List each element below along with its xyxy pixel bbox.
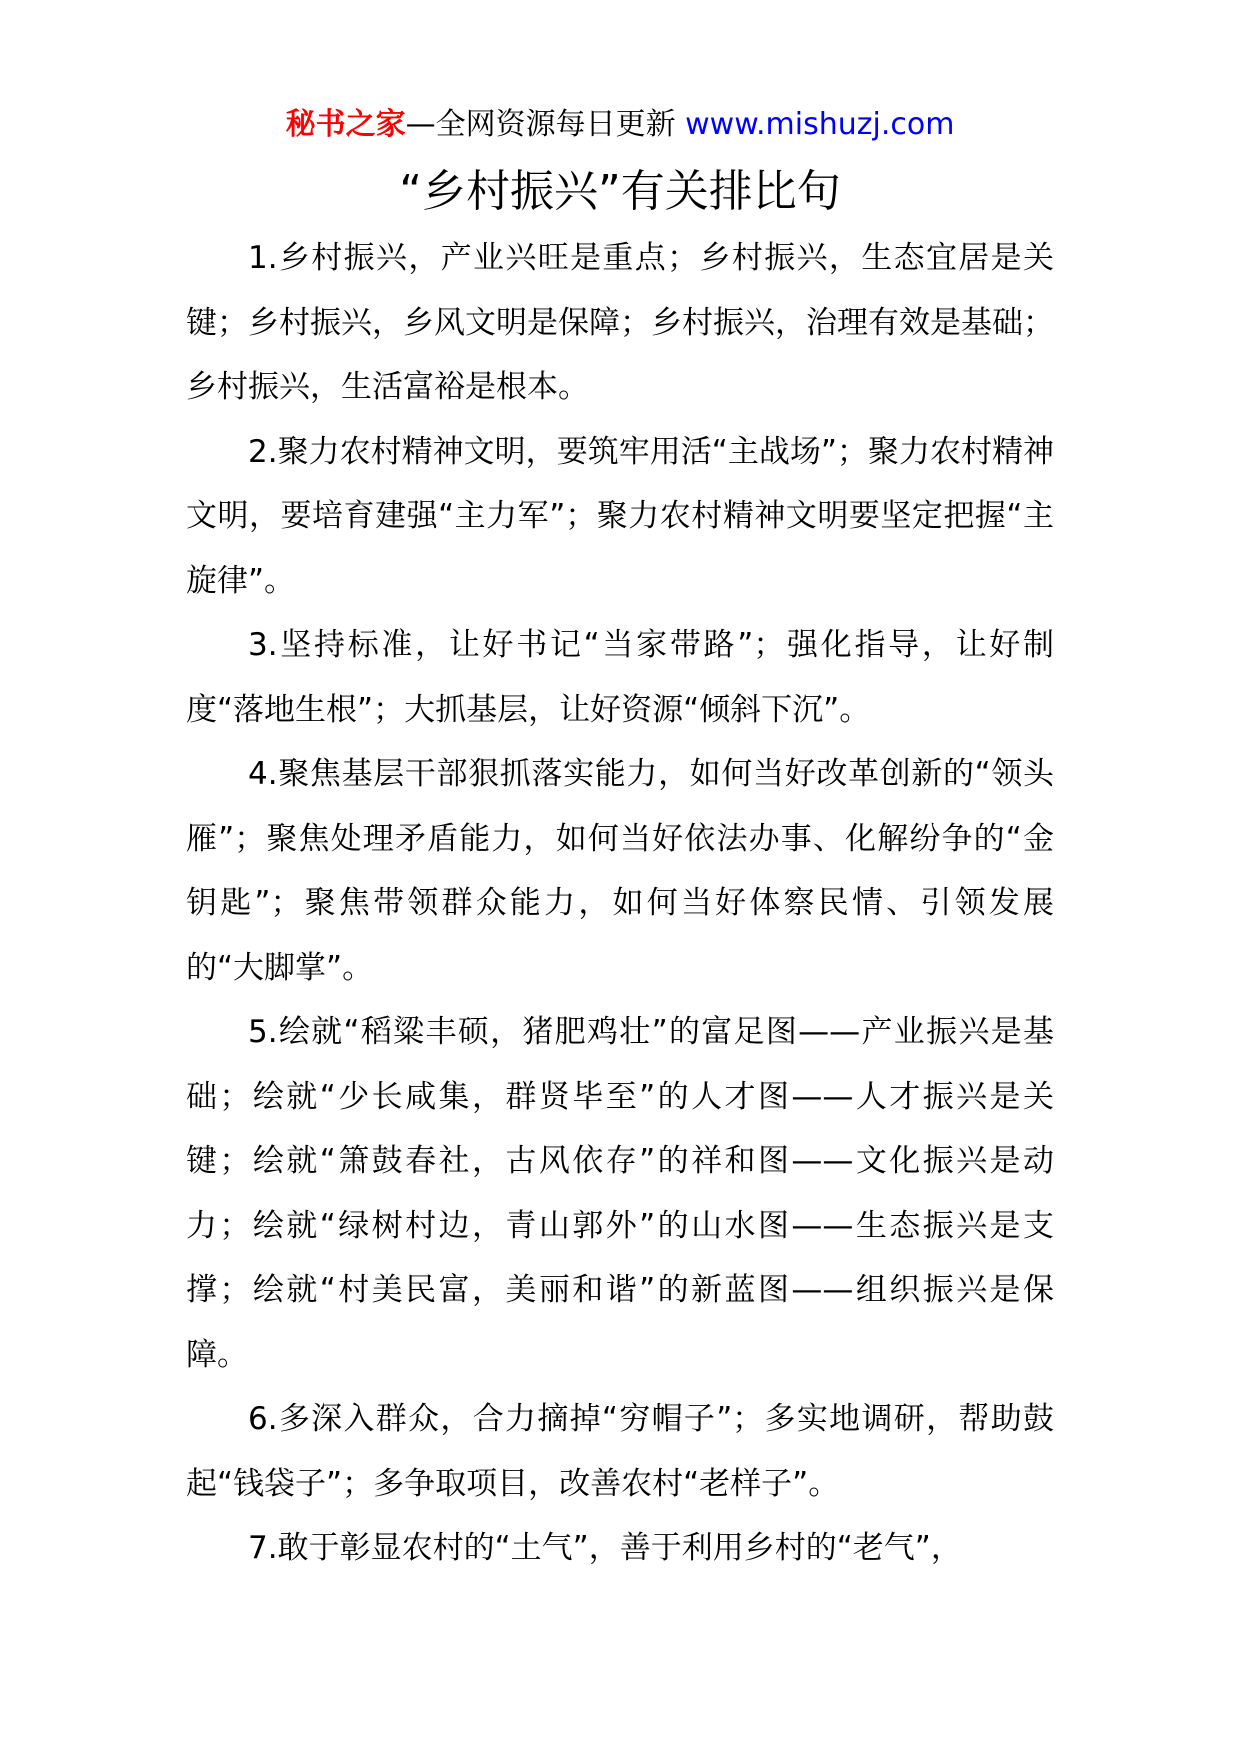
paragraph-2: 2.聚力农村精神文明，要筑牢用活“主战场”；聚力农村精神文明，要培育建强“主力军”；聚力农村精神文明要坚定把握“主旋律”。	[186, 433, 1054, 599]
paragraph-4: 4.聚焦基层干部狠抓落实能力，如何当好改革创新的“领头雁”；聚焦处理矛盾能力，如何当好依法办事、化解纷争的“金钥匙”；聚焦带领群众能力，如何当好体察民情、引领发展的“大脚掌”。	[186, 756, 1054, 986]
paragraph-5: 5.绘就“稻粱丰硕，猪肥鸡壮”的富足图——产业振兴是基础；绘就“少长咸集，群贤毕至”的人才图——人才振兴是关键；绘就“箫鼓春社，古风依存”的祥和图——文化振兴是动力；绘就“绿树村边，青山郭外”的山水图——生态振兴是支撑；绘就“村美民富，美丽和谐”的新蓝图——组织振兴是保障。	[186, 1014, 1054, 1373]
site-tagline: —全网资源每日更新	[405, 107, 676, 142]
site-brand: 秘书之家	[285, 107, 406, 142]
paragraph-3: 3.坚持标准，让好书记“当家带路”；强化指导，让好制度“落地生根”；大抓基层，让好资源“倾斜下沉”。	[186, 627, 1054, 728]
paragraph-7: 7.敢于彰显农村的“土气”，善于利用乡村的“老气”，	[248, 1530, 962, 1566]
paragraph-1: 1.乡村振兴，产业兴旺是重点；乡村振兴，生态宜居是关键；乡村振兴，乡风文明是保障；乡村振兴，治理有效是基础；乡村振兴，生活富裕是根本。	[186, 240, 1054, 405]
paragraph-6: 6.多深入群众，合力摘掉“穷帽子”；多实地调研，帮助鼓起“钱袋子”；多争取项目，改善农村“老样子”。	[186, 1401, 1054, 1502]
document-title: “乡村振兴”有关排比句	[399, 166, 841, 217]
document-body	[186, 226, 1054, 1581]
site-url-link[interactable]: www.mishuzj.com	[685, 107, 955, 142]
site-header	[0, 100, 1240, 150]
